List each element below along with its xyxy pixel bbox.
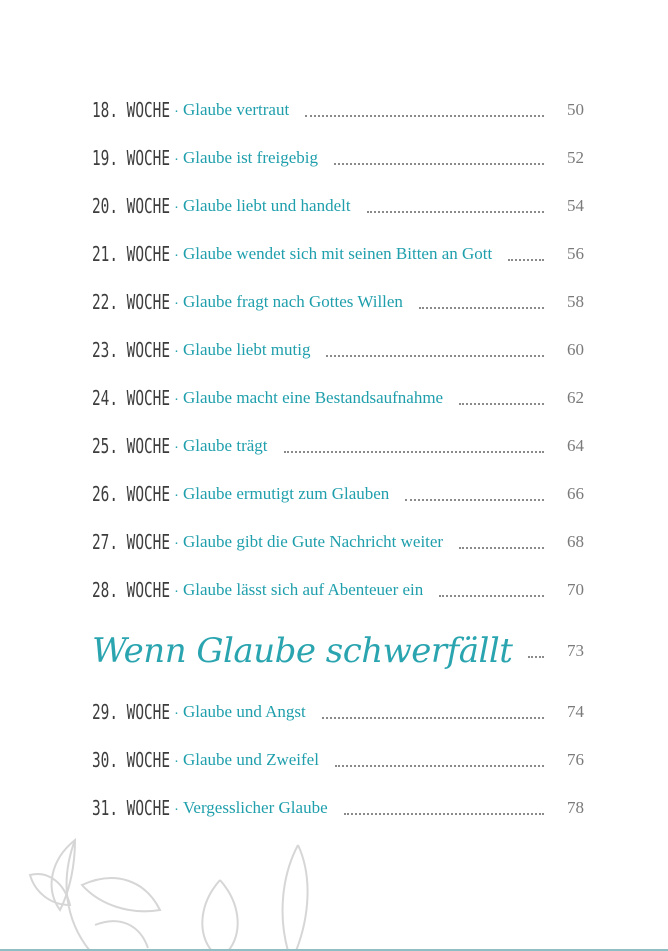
entry-title: Glaube lässt sich auf Abenteuer ein [183, 580, 424, 599]
page-number: 52 [567, 148, 584, 167]
page-number: 64 [567, 436, 584, 455]
dot-leader [459, 546, 544, 549]
table-of-contents [92, 86, 584, 832]
separator-dot: · [174, 703, 179, 721]
week-label: 24. WOCHE [92, 386, 171, 410]
toc-entry[interactable] [92, 736, 584, 784]
toc-entry[interactable] [92, 518, 584, 566]
entry-title: Vergesslicher Glaube [183, 798, 328, 817]
page-number: 73 [567, 641, 584, 660]
separator-dot: · [174, 293, 179, 311]
entry-title: Glaube ermutigt zum Glauben [183, 484, 390, 503]
toc-entry[interactable] [92, 374, 584, 422]
week-label: 25. WOCHE [92, 434, 171, 458]
toc-entry[interactable] [92, 688, 584, 736]
entry-title: Glaube gibt die Gute Nachricht weiter [183, 532, 444, 551]
toc-entry[interactable] [92, 86, 584, 134]
toc-entry[interactable] [92, 182, 584, 230]
leaf-branch-icon [20, 830, 320, 951]
dot-leader [367, 210, 544, 213]
separator-dot: · [174, 485, 179, 503]
separator-dot: · [174, 799, 179, 817]
dot-leader [459, 402, 544, 405]
page-number: 68 [567, 532, 584, 551]
page-number: 60 [567, 340, 584, 359]
dot-leader [305, 114, 544, 117]
toc-entry[interactable] [92, 422, 584, 470]
dot-leader [405, 498, 544, 501]
week-label: 30. WOCHE [92, 748, 171, 772]
dot-leader [344, 812, 544, 815]
separator-dot: · [174, 437, 179, 455]
separator-dot: · [174, 197, 179, 215]
separator-dot: · [174, 341, 179, 359]
page-number: 58 [567, 292, 584, 311]
toc-section-heading[interactable] [92, 614, 584, 688]
toc-entry[interactable] [92, 566, 584, 614]
week-label: 19. WOCHE [92, 146, 171, 170]
entry-title: Glaube und Zweifel [183, 750, 319, 769]
separator-dot: · [174, 389, 179, 407]
week-label: 28. WOCHE [92, 578, 171, 602]
page-number: 70 [567, 580, 584, 599]
entry-title: Glaube und Angst [183, 702, 306, 721]
toc-group-b [92, 688, 584, 832]
week-label: 23. WOCHE [92, 338, 171, 362]
page-number: 76 [567, 750, 584, 769]
separator-dot: · [174, 581, 179, 599]
entry-title: Glaube liebt und handelt [183, 196, 351, 215]
dot-leader [326, 354, 544, 357]
week-label: 20. WOCHE [92, 194, 171, 218]
dot-leader [334, 162, 544, 165]
dot-leader [419, 306, 544, 309]
entry-title: Glaube trägt [183, 436, 268, 455]
week-label: 21. WOCHE [92, 242, 171, 266]
week-label: 22. WOCHE [92, 290, 171, 314]
dot-leader [439, 594, 544, 597]
dot-leader [284, 450, 545, 453]
separator-dot: · [174, 149, 179, 167]
entry-title: Glaube fragt nach Gottes Willen [183, 292, 403, 311]
entry-title: Glaube vertraut [183, 100, 290, 119]
separator-dot: · [174, 533, 179, 551]
entry-title: Glaube ist freigebig [183, 148, 319, 167]
separator-dot: · [174, 101, 179, 119]
dot-leader [335, 764, 544, 767]
page-number: 56 [567, 244, 584, 263]
week-label: 27. WOCHE [92, 530, 171, 554]
page-number: 50 [567, 100, 584, 119]
page-number: 66 [567, 484, 584, 503]
toc-entry[interactable] [92, 784, 584, 832]
page-number: 54 [567, 196, 584, 215]
week-label: 26. WOCHE [92, 482, 171, 506]
toc-entry[interactable] [92, 326, 584, 374]
page-number: 78 [567, 798, 584, 817]
toc-entry[interactable] [92, 134, 584, 182]
week-label: 31. WOCHE [92, 796, 171, 820]
dot-leader [528, 655, 544, 658]
page-number: 74 [567, 702, 584, 721]
week-label: 29. WOCHE [92, 700, 171, 724]
entry-title: Glaube wendet sich mit seinen Bitten an Gott [183, 244, 493, 263]
page-number: 62 [567, 388, 584, 407]
dot-leader [508, 258, 544, 261]
separator-dot: · [174, 245, 179, 263]
entry-title: Glaube liebt mutig [183, 340, 311, 359]
toc-entry[interactable] [92, 230, 584, 278]
entry-title: Glaube macht eine Bestandsaufnahme [183, 388, 444, 407]
dot-leader [322, 716, 544, 719]
toc-entry[interactable] [92, 470, 584, 518]
toc-group-a [92, 86, 584, 614]
section-title: Wenn Glaube schwerfällt [92, 631, 513, 671]
separator-dot: · [174, 751, 179, 769]
toc-entry[interactable] [92, 278, 584, 326]
week-label: 18. WOCHE [92, 98, 171, 122]
